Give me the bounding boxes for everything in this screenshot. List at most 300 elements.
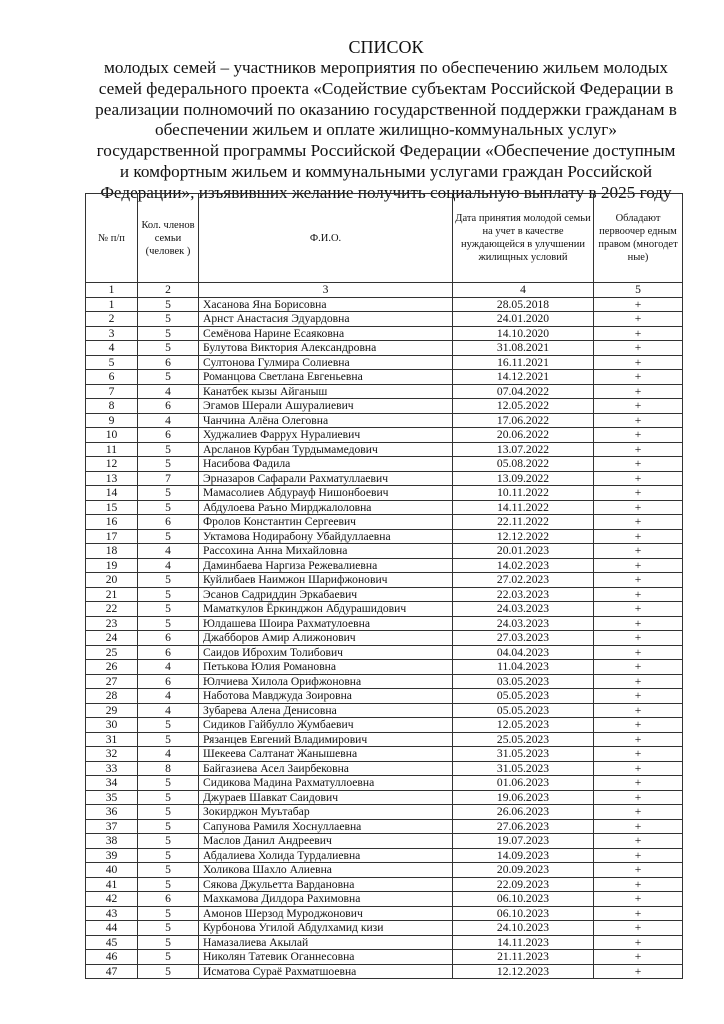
row-members: 5 <box>138 500 199 515</box>
row-date: 05.08.2022 <box>453 457 594 472</box>
row-number: 45 <box>86 935 138 950</box>
row-name: Абдулоева Раъно Мирджалоловна <box>199 500 453 515</box>
row-members: 6 <box>138 399 199 414</box>
row-number: 37 <box>86 819 138 834</box>
row-priority: + <box>594 863 683 878</box>
table-header-row <box>86 194 683 283</box>
row-priority: + <box>594 442 683 457</box>
row-name: Сякова Джульетта Вардановна <box>199 877 453 892</box>
row-members: 8 <box>138 761 199 776</box>
row-name: Даминбаева Наргиза Режевалиевна <box>199 558 453 573</box>
row-members: 5 <box>138 529 199 544</box>
table-row <box>86 964 683 979</box>
row-number: 17 <box>86 529 138 544</box>
row-date: 25.05.2023 <box>453 732 594 747</box>
row-number: 15 <box>86 500 138 515</box>
table-row <box>86 587 683 602</box>
table-row <box>86 457 683 472</box>
table-row <box>86 674 683 689</box>
row-priority: + <box>594 297 683 312</box>
column-number: 2 <box>138 283 199 298</box>
row-number: 24 <box>86 631 138 646</box>
row-members: 4 <box>138 413 199 428</box>
table-row <box>86 326 683 341</box>
row-date: 26.06.2023 <box>453 805 594 820</box>
row-name: Маматкулов Ёркинджон Абдурашидович <box>199 602 453 617</box>
row-name: Эгамов Шерали Ашуралиевич <box>199 399 453 414</box>
table-row <box>86 355 683 370</box>
row-name: Шекеева Салтанат Жанышевна <box>199 747 453 762</box>
row-name: Уктамова Нодирабону Убайдуллаевна <box>199 529 453 544</box>
row-priority: + <box>594 544 683 559</box>
row-number: 43 <box>86 906 138 921</box>
row-members: 6 <box>138 892 199 907</box>
subtitle-line: и комфортным жильем и коммунальными услугами граждан Российской <box>119 161 653 181</box>
row-number: 8 <box>86 399 138 414</box>
row-members: 5 <box>138 790 199 805</box>
row-members: 5 <box>138 805 199 820</box>
row-members: 5 <box>138 863 199 878</box>
row-number: 16 <box>86 515 138 530</box>
table-row <box>86 602 683 617</box>
row-date: 14.11.2022 <box>453 500 594 515</box>
row-name: Джабборов Амир Алижонович <box>199 631 453 646</box>
table-row <box>86 631 683 646</box>
table-row <box>86 877 683 892</box>
row-date: 31.08.2021 <box>453 341 594 356</box>
row-date: 14.02.2023 <box>453 558 594 573</box>
row-priority: + <box>594 645 683 660</box>
table-row <box>86 529 683 544</box>
row-members: 5 <box>138 950 199 965</box>
row-priority: + <box>594 558 683 573</box>
table-row <box>86 515 683 530</box>
header-members: Кол. членов семьи (человек ) <box>138 194 199 283</box>
row-members: 5 <box>138 326 199 341</box>
row-members: 5 <box>138 906 199 921</box>
row-priority: + <box>594 457 683 472</box>
column-number-row <box>86 283 683 298</box>
table-row <box>86 558 683 573</box>
row-members: 4 <box>138 558 199 573</box>
row-members: 5 <box>138 834 199 849</box>
column-number: 5 <box>594 283 683 298</box>
row-priority: + <box>594 471 683 486</box>
row-date: 13.09.2022 <box>453 471 594 486</box>
table-row <box>86 834 683 849</box>
row-name: Арнст Анастасия Эдуардовна <box>199 312 453 327</box>
row-priority: + <box>594 587 683 602</box>
row-name: Амонов Шерзод Мурoджонович <box>199 906 453 921</box>
row-members: 5 <box>138 935 199 950</box>
row-priority: + <box>594 384 683 399</box>
row-date: 27.02.2023 <box>453 573 594 588</box>
row-number: 34 <box>86 776 138 791</box>
row-number: 12 <box>86 457 138 472</box>
row-priority: + <box>594 747 683 762</box>
row-priority: + <box>594 602 683 617</box>
row-name: Худжалиев Фаррух Нуралиевич <box>199 428 453 443</box>
row-date: 19.07.2023 <box>453 834 594 849</box>
row-number: 38 <box>86 834 138 849</box>
row-priority: + <box>594 515 683 530</box>
row-name: Романцова Светлана Евгеньевна <box>199 370 453 385</box>
subtitle-line: семей федерального проекта «Содействие субъектам Российской Федерации в <box>98 78 674 98</box>
row-number: 41 <box>86 877 138 892</box>
row-date: 11.04.2023 <box>453 660 594 675</box>
row-priority: + <box>594 805 683 820</box>
table-row <box>86 645 683 660</box>
row-priority: + <box>594 790 683 805</box>
row-number: 20 <box>86 573 138 588</box>
row-number: 5 <box>86 355 138 370</box>
column-number: 1 <box>86 283 138 298</box>
row-priority: + <box>594 486 683 501</box>
row-name: Саидов Иброхим Толибович <box>199 645 453 660</box>
row-date: 24.10.2023 <box>453 921 594 936</box>
table-row <box>86 950 683 965</box>
row-name: Чанчина Алёна Олеговна <box>199 413 453 428</box>
row-priority: + <box>594 950 683 965</box>
table-row <box>86 500 683 515</box>
row-priority: + <box>594 674 683 689</box>
row-priority: + <box>594 413 683 428</box>
row-members: 4 <box>138 544 199 559</box>
row-priority: + <box>594 500 683 515</box>
row-date: 05.05.2023 <box>453 703 594 718</box>
row-number: 22 <box>86 602 138 617</box>
table-row <box>86 384 683 399</box>
row-date: 03.05.2023 <box>453 674 594 689</box>
table-row <box>86 573 683 588</box>
row-number: 7 <box>86 384 138 399</box>
table-row <box>86 921 683 936</box>
table-row <box>86 689 683 704</box>
row-members: 5 <box>138 877 199 892</box>
row-priority: + <box>594 660 683 675</box>
row-priority: + <box>594 906 683 921</box>
row-members: 5 <box>138 341 199 356</box>
row-name: Николян Татевик Оганнесовна <box>199 950 453 965</box>
row-members: 4 <box>138 703 199 718</box>
row-priority: + <box>594 326 683 341</box>
header-name: Ф.И.О. <box>199 194 453 283</box>
row-number: 9 <box>86 413 138 428</box>
row-name: Намазалиева Акылай <box>199 935 453 950</box>
row-number: 35 <box>86 790 138 805</box>
table-row <box>86 805 683 820</box>
row-members: 6 <box>138 645 199 660</box>
row-number: 39 <box>86 848 138 863</box>
table-row <box>86 906 683 921</box>
row-name: Арсланов Курбан Турдымамедович <box>199 442 453 457</box>
table-row <box>86 413 683 428</box>
row-name: Рязанцев Евгений Владимирович <box>199 732 453 747</box>
row-members: 5 <box>138 312 199 327</box>
row-number: 42 <box>86 892 138 907</box>
subtitle-line: Федерации», изъявивших желание получить социальную выплату в 2025 году <box>100 182 672 202</box>
row-number: 18 <box>86 544 138 559</box>
row-members: 5 <box>138 370 199 385</box>
table-row <box>86 312 683 327</box>
row-date: 27.03.2023 <box>453 631 594 646</box>
table-row <box>86 370 683 385</box>
row-priority: + <box>594 921 683 936</box>
row-priority: + <box>594 573 683 588</box>
document-heading <box>84 36 688 204</box>
row-date: 14.10.2020 <box>453 326 594 341</box>
row-number: 3 <box>86 326 138 341</box>
row-name: Юлчиева Хилола Орифжоновна <box>199 674 453 689</box>
row-date: 10.11.2022 <box>453 486 594 501</box>
row-number: 44 <box>86 921 138 936</box>
row-date: 01.06.2023 <box>453 776 594 791</box>
row-name: Зокирджон Муътабар <box>199 805 453 820</box>
row-number: 21 <box>86 587 138 602</box>
row-members: 6 <box>138 428 199 443</box>
row-priority: + <box>594 341 683 356</box>
row-name: Канатбек кызы Айганыш <box>199 384 453 399</box>
row-date: 06.10.2023 <box>453 906 594 921</box>
row-name: Булутова Виктория Александровна <box>199 341 453 356</box>
row-number: 11 <box>86 442 138 457</box>
row-name: Исматова Сураё Рахматшоевна <box>199 964 453 979</box>
subtitle-line: молодых семей – участников мероприятия по обеспечению жильем молодых <box>103 58 669 77</box>
row-priority: + <box>594 848 683 863</box>
column-number: 3 <box>199 283 453 298</box>
row-number: 23 <box>86 616 138 631</box>
row-number: 40 <box>86 863 138 878</box>
row-priority: + <box>594 834 683 849</box>
row-number: 19 <box>86 558 138 573</box>
row-date: 05.05.2023 <box>453 689 594 704</box>
row-name: Холикова Шахло Алиевна <box>199 863 453 878</box>
row-priority: + <box>594 819 683 834</box>
row-date: 19.06.2023 <box>453 790 594 805</box>
row-name: Куйлибаев Наимжон Шарифжонович <box>199 573 453 588</box>
row-priority: + <box>594 935 683 950</box>
row-members: 4 <box>138 747 199 762</box>
table-row <box>86 341 683 356</box>
table-body <box>86 297 683 979</box>
row-name: Сидиков Гайбулло Жумбаевич <box>199 718 453 733</box>
row-name: Байгазиева Асел Заирбековна <box>199 761 453 776</box>
row-number: 14 <box>86 486 138 501</box>
row-date: 16.11.2021 <box>453 355 594 370</box>
row-date: 17.06.2022 <box>453 413 594 428</box>
table-row <box>86 935 683 950</box>
row-name: Наботова Мавджуда Зоировна <box>199 689 453 704</box>
row-members: 4 <box>138 689 199 704</box>
row-members: 6 <box>138 674 199 689</box>
row-members: 6 <box>138 515 199 530</box>
row-name: Сидикова Мадина Рахматуллоевна <box>199 776 453 791</box>
row-number: 36 <box>86 805 138 820</box>
row-number: 26 <box>86 660 138 675</box>
row-name: Маслов Данил Андреевич <box>199 834 453 849</box>
row-number: 32 <box>86 747 138 762</box>
table-row <box>86 819 683 834</box>
row-name: Рассохина Анна Михайловна <box>199 544 453 559</box>
table-row <box>86 790 683 805</box>
table-row <box>86 747 683 762</box>
row-number: 30 <box>86 718 138 733</box>
table-row <box>86 428 683 443</box>
row-priority: + <box>594 689 683 704</box>
row-members: 5 <box>138 819 199 834</box>
row-members: 5 <box>138 964 199 979</box>
row-priority: + <box>594 718 683 733</box>
row-name: Юлдашева Шоира Рахматулоевна <box>199 616 453 631</box>
row-date: 31.05.2023 <box>453 761 594 776</box>
header-number: № п/п <box>86 194 138 283</box>
row-members: 6 <box>138 631 199 646</box>
row-date: 12.05.2023 <box>453 718 594 733</box>
row-number: 13 <box>86 471 138 486</box>
row-date: 21.11.2023 <box>453 950 594 965</box>
row-priority: + <box>594 631 683 646</box>
table-row <box>86 732 683 747</box>
row-name: Насибова Фадила <box>199 457 453 472</box>
table-row <box>86 863 683 878</box>
row-priority: + <box>594 312 683 327</box>
row-members: 5 <box>138 457 199 472</box>
row-date: 24.03.2023 <box>453 602 594 617</box>
table-row <box>86 399 683 414</box>
row-members: 4 <box>138 384 199 399</box>
row-number: 2 <box>86 312 138 327</box>
row-priority: + <box>594 877 683 892</box>
row-members: 5 <box>138 921 199 936</box>
row-date: 22.09.2023 <box>453 877 594 892</box>
row-name: Махкамова Дилдора Рахимовна <box>199 892 453 907</box>
families-table <box>85 193 683 979</box>
row-number: 25 <box>86 645 138 660</box>
subtitle-line: государственной программы Российской Федерации «Обеспечение доступным <box>96 141 676 161</box>
row-members: 4 <box>138 660 199 675</box>
row-priority: + <box>594 776 683 791</box>
row-number: 1 <box>86 297 138 312</box>
row-date: 27.06.2023 <box>453 819 594 834</box>
subtitle-line: обеспечении жильем и оплате жилищно-коммунальных услуг» <box>155 120 617 140</box>
table-row <box>86 471 683 486</box>
row-date: 12.05.2022 <box>453 399 594 414</box>
row-priority: + <box>594 732 683 747</box>
table-row <box>86 616 683 631</box>
table-row <box>86 848 683 863</box>
row-date: 14.11.2023 <box>453 935 594 950</box>
row-number: 33 <box>86 761 138 776</box>
row-members: 6 <box>138 355 199 370</box>
row-priority: + <box>594 616 683 631</box>
row-members: 5 <box>138 776 199 791</box>
row-name: Мамасолиев Абдурауф Нишонбоевич <box>199 486 453 501</box>
row-date: 22.11.2022 <box>453 515 594 530</box>
column-number: 4 <box>453 283 594 298</box>
row-priority: + <box>594 370 683 385</box>
row-priority: + <box>594 892 683 907</box>
row-name: Джураев Шавкат Саидович <box>199 790 453 805</box>
row-number: 10 <box>86 428 138 443</box>
row-number: 4 <box>86 341 138 356</box>
row-date: 07.04.2022 <box>453 384 594 399</box>
table-row <box>86 776 683 791</box>
row-name: Петькова Юлия Романовна <box>199 660 453 675</box>
row-date: 14.09.2023 <box>453 848 594 863</box>
row-name: Фролов Константин Сергеевич <box>199 515 453 530</box>
row-priority: + <box>594 355 683 370</box>
row-date: 24.01.2020 <box>453 312 594 327</box>
row-members: 5 <box>138 848 199 863</box>
row-name: Курбонова Угилой Абдулхамид кизи <box>199 921 453 936</box>
row-date: 04.04.2023 <box>453 645 594 660</box>
row-members: 5 <box>138 587 199 602</box>
row-members: 5 <box>138 616 199 631</box>
row-date: 20.01.2023 <box>453 544 594 559</box>
row-members: 5 <box>138 718 199 733</box>
row-date: 20.06.2022 <box>453 428 594 443</box>
row-date: 12.12.2022 <box>453 529 594 544</box>
row-members: 5 <box>138 486 199 501</box>
row-date: 28.05.2018 <box>453 297 594 312</box>
row-date: 12.12.2023 <box>453 964 594 979</box>
table-row <box>86 703 683 718</box>
row-date: 22.03.2023 <box>453 587 594 602</box>
row-name: Хасанова Яна Борисовна <box>199 297 453 312</box>
row-members: 5 <box>138 602 199 617</box>
table-row <box>86 718 683 733</box>
row-name: Султонова Гулмира Солиевна <box>199 355 453 370</box>
row-priority: + <box>594 761 683 776</box>
row-name: Эсанов Садриддин Эркабаевич <box>199 587 453 602</box>
row-number: 47 <box>86 964 138 979</box>
document-title: СПИСОК <box>348 37 424 57</box>
row-name: Эрназаров Сафарали Рахматуллаевич <box>199 471 453 486</box>
row-number: 46 <box>86 950 138 965</box>
row-members: 5 <box>138 732 199 747</box>
table-row <box>86 486 683 501</box>
row-date: 31.05.2023 <box>453 747 594 762</box>
table-row <box>86 660 683 675</box>
table-row <box>86 442 683 457</box>
row-name: Зубарева Алена Денисовна <box>199 703 453 718</box>
row-date: 06.10.2023 <box>453 892 594 907</box>
row-number: 27 <box>86 674 138 689</box>
table-row <box>86 544 683 559</box>
row-date: 24.03.2023 <box>453 616 594 631</box>
header-date: Дата принятия молодой семьи на учет в качестве нуждающейся в улучшении жилищных условий <box>453 194 594 283</box>
subtitle-line: реализации полномочий по оказанию государственной поддержки гражданам в <box>95 99 677 119</box>
row-name: Абдалиева Холида Турдалиевна <box>199 848 453 863</box>
row-priority: + <box>594 964 683 979</box>
row-members: 7 <box>138 471 199 486</box>
row-date: 14.12.2021 <box>453 370 594 385</box>
row-members: 5 <box>138 297 199 312</box>
row-date: 13.07.2022 <box>453 442 594 457</box>
row-priority: + <box>594 399 683 414</box>
row-number: 31 <box>86 732 138 747</box>
row-priority: + <box>594 529 683 544</box>
row-name: Сапунова Рамиля Хоснуллаевна <box>199 819 453 834</box>
row-number: 6 <box>86 370 138 385</box>
row-name: Семёнова Нарине Есаяковна <box>199 326 453 341</box>
table-row <box>86 761 683 776</box>
row-number: 28 <box>86 689 138 704</box>
row-priority: + <box>594 703 683 718</box>
row-members: 5 <box>138 573 199 588</box>
header-priority: Обладают первоочер едным правом (многодет ные) <box>594 194 683 283</box>
row-priority: + <box>594 428 683 443</box>
